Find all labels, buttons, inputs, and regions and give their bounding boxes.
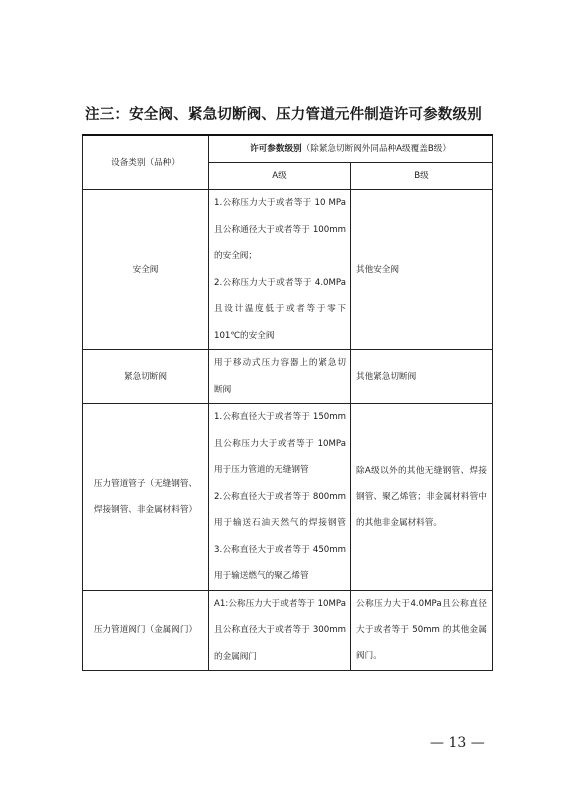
grade-b-text: 公称压力大于4.0MPa且公称直径大于或者等于 50mm 的其他金属阀门。 — [356, 599, 487, 662]
grade-a-line: 101℃的安全阀 — [214, 330, 275, 341]
row-category: 压力管道阀门（金属阀门） — [83, 590, 209, 671]
grade-b-cell — [351, 590, 493, 671]
grade-a-line: 2.公称压力大于或者等于 4.0MPa — [214, 277, 346, 288]
table-row — [83, 404, 493, 591]
grade-a-line: 且公称压力大于或者等于 10MPa — [214, 438, 346, 449]
grade-b-text: 其他紧急切断阀 — [356, 371, 417, 382]
header-param-main: 许可参数级别 — [250, 143, 302, 154]
header-grade-b: B级 — [351, 163, 493, 190]
grade-b-text: 除A级以外的其他无缝钢管、焊接钢管、聚乙烯管；非金属材料管中的其他非金属材料管。 — [356, 465, 487, 528]
grade-a-line: 且公称通径大于或者等于 100mm — [214, 224, 346, 235]
header-category: 设备类别（品种） — [83, 135, 209, 190]
grade-a-line: 1.公称压力大于或者等于 10 MPa — [214, 198, 346, 208]
grade-a-line: 1.公称直径大于或者等于 150mm — [214, 412, 346, 422]
table-row — [83, 350, 493, 404]
table-row — [83, 590, 493, 671]
grade-b-text: 其他安全阀 — [356, 264, 399, 275]
grade-a-line: 用于输送石油天然气的焊接钢管 — [214, 518, 346, 528]
grade-a-cell — [209, 404, 351, 591]
row-category: 压力管道管子（无缝钢管、焊接钢管、非金属材料管） — [83, 404, 209, 591]
header-param-level — [209, 135, 493, 163]
grade-a-line: 且设计温度低于或者等于零下 — [214, 304, 346, 314]
grade-a-line: 用于输送燃气的聚乙烯管 — [214, 571, 309, 581]
grade-b-cell — [351, 404, 493, 591]
grade-b-cell — [351, 350, 493, 404]
section-title: 注三：安全阀、紧急切断阀、压力管道元件制造许可参数级别 — [85, 107, 482, 123]
grade-a-line: A1:公称压力大于或者等于 10MPa — [214, 598, 346, 609]
grade-a-cell — [209, 350, 351, 404]
grade-a-line: 2.公称直径大于或者等于 800mm — [214, 491, 346, 502]
grade-a-line: 的安全阀； — [214, 251, 257, 261]
row-category: 紧急切断阀 — [83, 350, 209, 404]
grade-a-line: 且公称直径大于或者等于 300mm — [214, 625, 346, 635]
grade-b-cell — [351, 190, 493, 350]
table-row — [83, 190, 493, 350]
grade-a-line: 用于压力管道的无缝钢管 — [214, 465, 309, 475]
page-number: — 13 — — [430, 735, 485, 751]
grade-a-line: 的金属阀门 — [214, 651, 257, 662]
header-param-note: （除紧急切断阀外同品种A级覆盖B级） — [301, 143, 451, 154]
grade-a-line: 用于移动式压力容器上的紧急切 — [214, 358, 346, 368]
grade-a-line: 3.公称直径大于或者等于 450mm — [214, 544, 346, 555]
row-category: 安全阀 — [83, 190, 209, 350]
grade-a-cell — [209, 190, 351, 350]
header-grade-a: A级 — [209, 163, 351, 190]
grade-a-cell — [209, 590, 351, 671]
grade-a-line: 断阀 — [214, 384, 232, 395]
permit-parameter-table — [82, 134, 493, 671]
